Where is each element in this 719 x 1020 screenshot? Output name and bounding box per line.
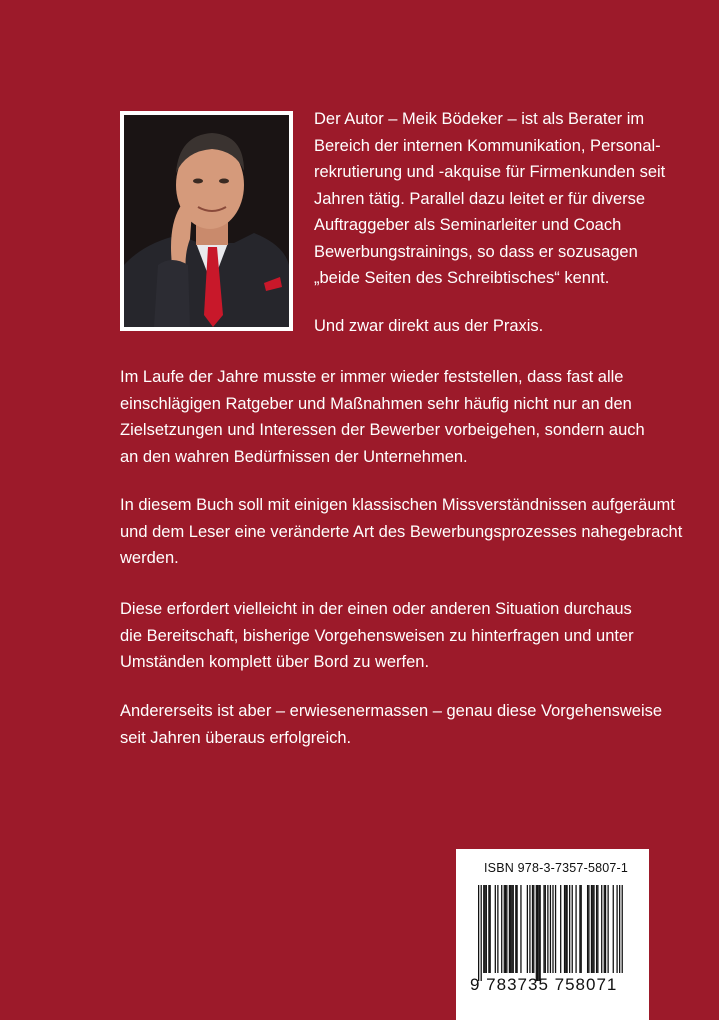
barcode-bar: [550, 885, 551, 973]
barcode-bar: [484, 885, 485, 973]
body-paragraph-3: [120, 596, 660, 676]
barcode-bar: [543, 885, 544, 973]
author-intro-paragraph: [314, 106, 666, 292]
barcode-bar: [510, 885, 511, 973]
barcode-bar: [515, 885, 516, 973]
text-line: Andererseits ist aber – erwiesenermassen – genau diese Vorgehensweise: [120, 702, 663, 720]
barcode-bar: [565, 885, 566, 973]
text-line: Bereich der internen Kommunikation, Personal-: [314, 136, 661, 155]
barcode-bar: [513, 885, 514, 973]
text-line: Auftraggeber als Seminarleiter und Coach: [314, 216, 622, 234]
barcode-bar: [536, 885, 537, 981]
barcode-bar: [579, 885, 580, 973]
barcode-bar: [529, 885, 530, 973]
text-line: Im Laufe der Jahre musste er immer wieder feststellen, dass fast alle: [120, 368, 624, 386]
barcode-bar: [520, 885, 521, 973]
barcode-bar: [478, 885, 479, 981]
text-line: rekrutierung und -akquise für Firmenkunden seit: [314, 163, 666, 181]
barcode-bar: [505, 885, 506, 973]
text-line: seit Jahren überaus erfolgreich.: [120, 728, 352, 747]
barcode-bar: [490, 885, 491, 973]
barcode-bar: [537, 885, 538, 981]
text-line: Umständen komplett über Bord zu werfen.: [120, 653, 430, 671]
barcode-bar: [575, 885, 576, 973]
body-paragraph-1: [120, 364, 660, 470]
barcode-bar: [566, 885, 567, 973]
text-line: Bewerbungstrainings, so dass er sozusagen: [314, 242, 638, 261]
barcode-bar: [488, 885, 489, 973]
barcode-bar: [591, 885, 592, 973]
isbn-label: ISBN 978-3-7357-5807-1: [484, 861, 629, 875]
barcode-bar: [607, 885, 608, 973]
text-line: Der Autor – Meik Bödeker – ist als Berater im: [314, 110, 645, 128]
text-line: Und zwar direkt aus der Praxis.: [314, 317, 544, 335]
barcode-bar: [596, 885, 597, 973]
barcode-bar: [592, 885, 593, 973]
barcode-bar: [483, 885, 484, 973]
barcode-bar: [613, 885, 614, 973]
text-line: werden.: [120, 549, 179, 567]
text-line: „beide Seiten des Schreibtisches“ kennt.: [314, 269, 610, 287]
barcode-bar: [511, 885, 512, 973]
ean-digits: 9 783735 758071: [470, 975, 618, 994]
barcode-bar: [601, 885, 602, 973]
text-line: die Bereitschaft, bisherige Vorgehensweisen zu hinterfragen und unter: [120, 626, 634, 645]
text-line: In diesem Buch soll mit einigen klassischen Missverständnissen aufgeräumt: [120, 496, 675, 514]
barcode-bar: [533, 885, 534, 973]
barcode-bar: [581, 885, 582, 973]
barcode-bar: [481, 885, 482, 981]
barcode-bar: [560, 885, 561, 973]
text-line: Diese erfordert vielleicht in der einen oder anderen Situation durchaus: [120, 600, 632, 618]
praxis-paragraph: [314, 313, 644, 340]
barcode-bar: [516, 885, 517, 973]
barcode-bar: [495, 885, 496, 973]
text-line: einschlägigen Ratgeber und Maßnahmen sehr häufig nicht nur an den: [120, 394, 632, 413]
barcode-bar: [509, 885, 510, 973]
barcode-bar: [604, 885, 605, 973]
author-photo: [120, 111, 293, 331]
barcode-bar: [486, 885, 487, 973]
barcode-bar: [597, 885, 598, 973]
isbn-barcode-box: [456, 849, 649, 1020]
barcode-bar: [504, 885, 505, 973]
barcode-bar: [564, 885, 565, 973]
barcode-bar: [497, 885, 498, 973]
body-paragraph-4: [120, 698, 663, 751]
text-line: Zielsetzungen und Interessen der Bewerber vorbeigehen, sondern auch: [120, 421, 645, 439]
barcode-bar: [532, 885, 533, 973]
barcode-bar: [506, 885, 507, 973]
text-line: und dem Leser eine veränderte Art des Bewerbungsprozesses nahegebracht: [120, 522, 683, 541]
body-paragraph-2: [120, 492, 683, 572]
barcode-bar: [605, 885, 606, 973]
barcode-bar: [545, 885, 546, 973]
barcode-bar: [501, 885, 502, 973]
barcode-bar: [540, 885, 541, 981]
barcode-bar: [569, 885, 570, 973]
barcode-bar: [527, 885, 528, 973]
barcode-bar: [572, 885, 573, 973]
barcode-bar: [619, 885, 620, 973]
barcode-bar: [538, 885, 539, 981]
barcode-bar: [616, 885, 617, 973]
barcode-bar: [552, 885, 553, 973]
text-line: Jahren tätig. Parallel dazu leitet er für diverse: [314, 189, 646, 208]
barcode-bar: [588, 885, 589, 973]
barcode-bar: [587, 885, 588, 973]
barcode-bar: [622, 885, 623, 973]
barcode-bar: [593, 885, 594, 973]
barcode-bar: [547, 885, 548, 973]
author-portrait-image: [124, 115, 289, 327]
barcode-bar: [555, 885, 556, 973]
barcode-icon: [478, 885, 628, 981]
text-line: an den wahren Bedürfnissen der Unternehmen.: [120, 447, 468, 466]
